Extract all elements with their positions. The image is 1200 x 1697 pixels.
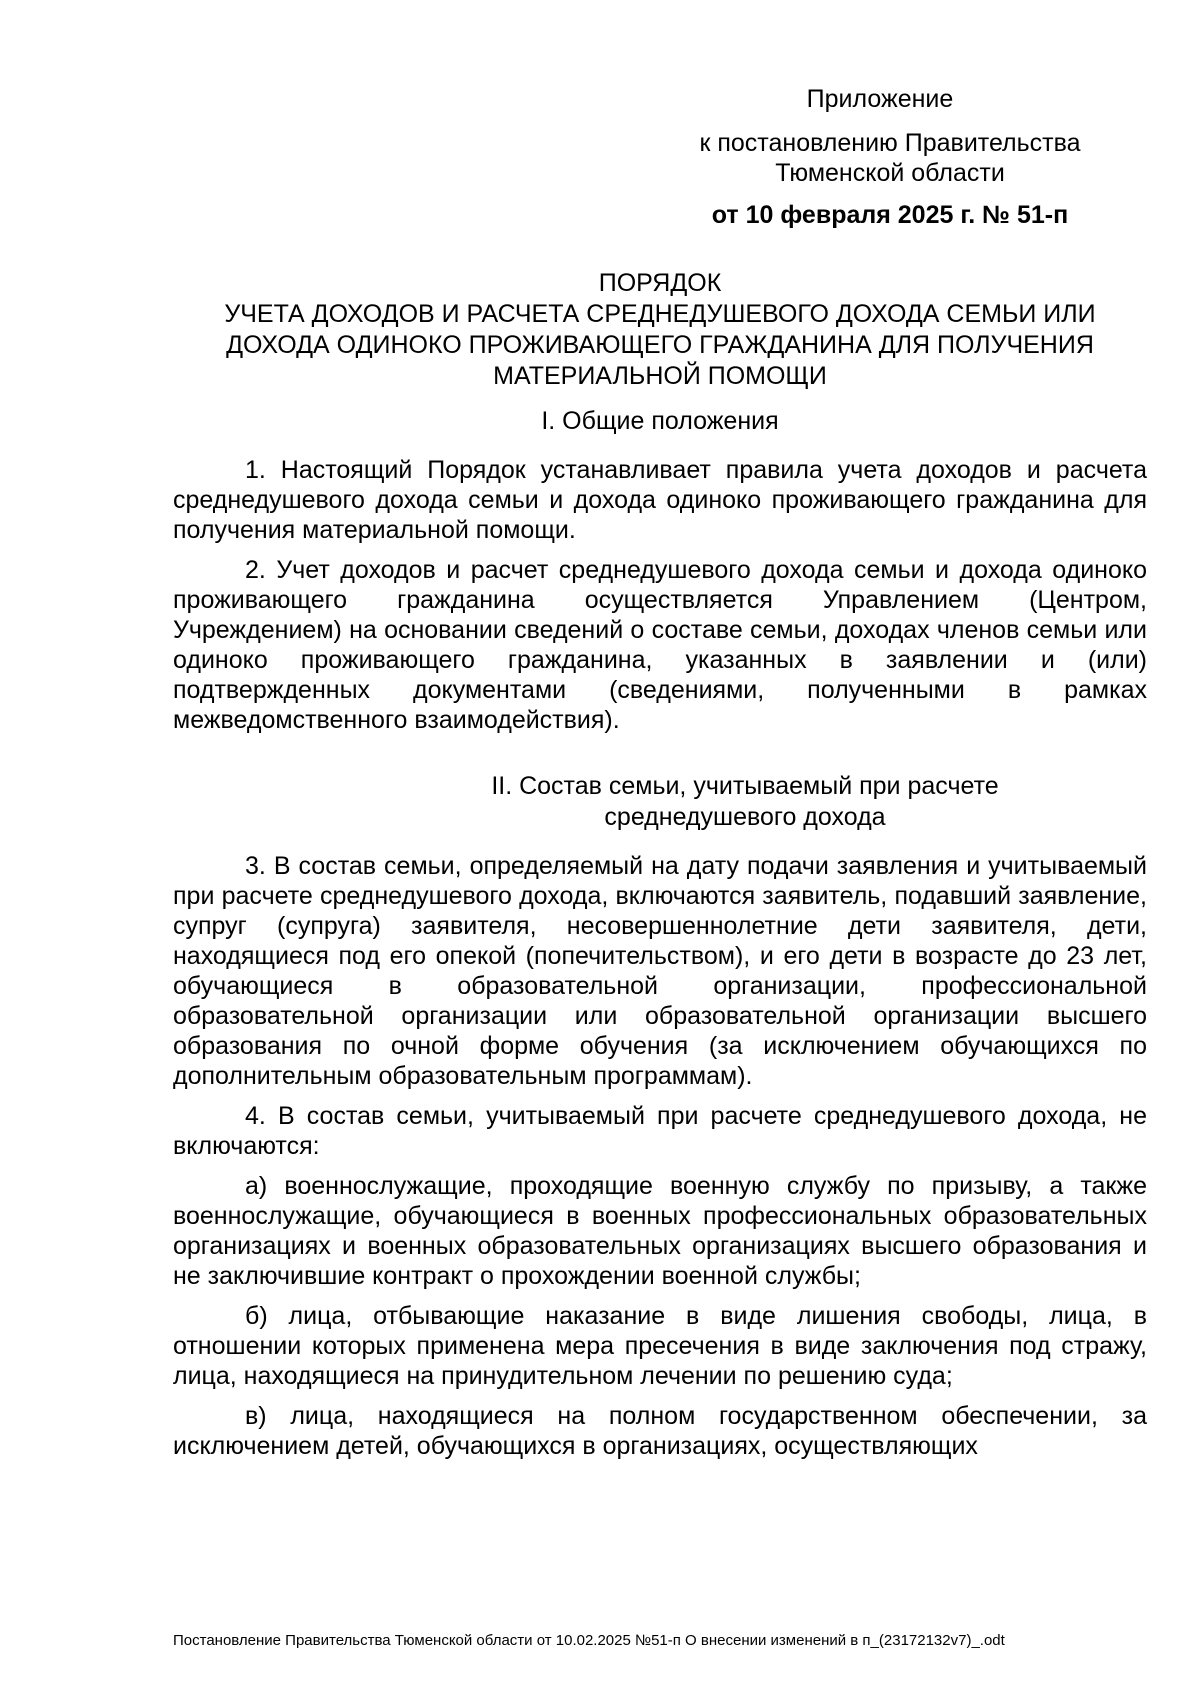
- section-1-title: I. Общие положения: [541, 407, 779, 435]
- title-line: ДОХОДА ОДИНОКО ПРОЖИВАЮЩЕГО ГРАЖДАНИНА ДЛЯ ПОЛУЧЕНИЯ: [226, 331, 1094, 359]
- section-2-title-line: II. Состав семьи, учитываемый при расчете: [491, 772, 999, 800]
- resolution-reference: к постановлению Правительства: [699, 129, 1081, 157]
- section-2-title-line: среднедушевого дохода: [604, 803, 886, 831]
- section-2-title: [173, 771, 1147, 833]
- paragraph-4b: б) лица, отбывающие наказание в виде лишения свободы, лица, в отношении которых применена мера пресечения в виде заключения под стражу, лица, находящиеся на принудительном лечении по решению суда;: [173, 1302, 1147, 1390]
- title-line: МАТЕРИАЛЬНОЙ ПОМОЩИ: [493, 362, 827, 390]
- region-name: Тюменской области: [775, 159, 1005, 187]
- title-line: УЧЕТА ДОХОДОВ И РАСЧЕТА СРЕДНЕДУШЕВОГО ДОХОДА СЕМЬИ ИЛИ: [224, 300, 1096, 328]
- paragraph-1: 1. Настоящий Порядок устанавливает правила учета доходов и расчета среднедушевого дохода семьи и дохода одиноко проживающего гражданина для получения материальной помощи.: [173, 456, 1147, 544]
- document-title: [173, 268, 1147, 392]
- appendix-label: Приложение: [806, 85, 954, 113]
- paragraph-4: 4. В состав семьи, учитываемый при расчете среднедушевого дохода, не включаются:: [173, 1102, 1147, 1160]
- page-footer: Постановление Правительства Тюменской области от 10.02.2025 №51-п О внесении изменений в п_(23172132v7)_.odt: [173, 1632, 1005, 1649]
- title-line: ПОРЯДОК: [598, 269, 722, 297]
- document-body: [173, 268, 1147, 1471]
- paragraph-4a: а) военнослужащие, проходящие военную службу по призыву, а также военнослужащие, обучающиеся в военных профессиональных образовательных организациях и военных образовательных организациях высшего образования и не заключившие контракт о прохождении военной службы;: [173, 1172, 1147, 1290]
- paragraph-2: 2. Учет доходов и расчет среднедушевого дохода семьи и дохода одиноко проживающего гражданина осуществляется Управлением (Центром, Учреждением) на основании сведений о составе семьи, доходах членов семьи или одиноко проживающего гражданина, указанных в заявлении и (или) подтвержденных документами (сведениями, полученными в рамках межведомственного взаимодействия).: [173, 556, 1147, 734]
- appendix-header: [640, 84, 1140, 230]
- resolution-date-number: от 10 февраля 2025 г. № 51-п: [711, 201, 1069, 229]
- paragraph-3: 3. В состав семьи, определяемый на дату подачи заявления и учитываемый при расчете среднедушевого дохода, включаются заявитель, подавший заявление, супруг (супруга) заявителя, несовершеннолетние дети заявителя, дети, находящиеся под его опекой (попечительством), и его дети в возрасте до 23 лет, обучающиеся в образовательной организации, профессиональной образовательной организации или образовательной организации высшего образования по очной форме обучения (за исключением обучающихся по дополнительным образовательным программам).: [173, 852, 1147, 1090]
- paragraph-4c: в) лица, находящиеся на полном государственном обеспечении, за исключением детей, обучающихся в организациях, осуществляющих: [173, 1402, 1147, 1460]
